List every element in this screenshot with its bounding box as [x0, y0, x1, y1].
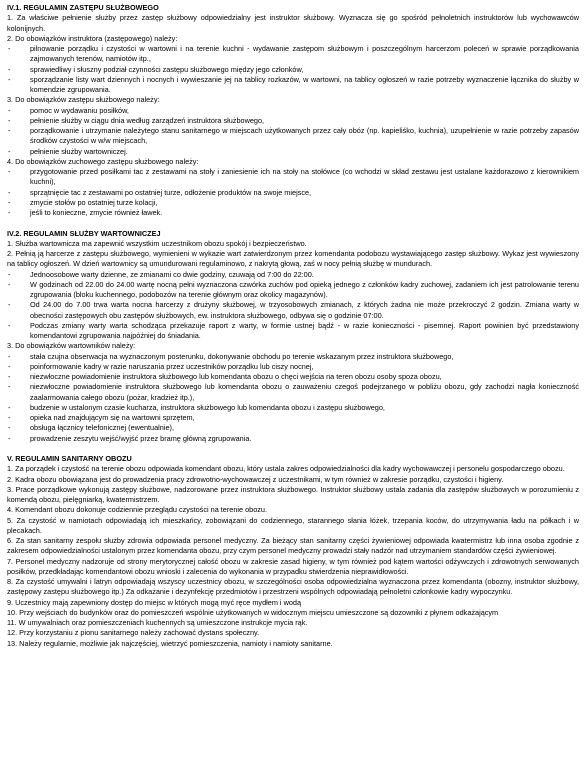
bullet-list	[7, 167, 579, 218]
list-item: - W godzinach od 22.00 do 24.00 wartę nocną pełni wyznaczona czwórka zuchów pod opieką jednego z członków kadry zuchowej, zadaniem ich jest patrolowanie terenu zgrupowania (bloku kuchennego, podobozów na terenie głównym oraz okolicy magazynów).	[7, 280, 579, 301]
list-item: - niezwłoczne powiadomienie instruktora służbowego lub komendanta obozu o chęci wejścia na teren obozu osoby spoza obozu,	[7, 372, 579, 382]
paragraph: 2. Do obowiązków instruktora (zastępowego) należy:	[7, 33, 178, 43]
list-item: - sprzątnięcie tac z zestawami po ostatniej turze, odłożenie produktów na swoje miejsce,	[7, 188, 579, 198]
section-regulamin-sanitarny	[7, 454, 579, 649]
paragraph: 3. Prace porządkowe wykonują zastępy służbowe, nadzorowane przez instruktora służbowego. Instruktor służbowy ustala zadania dla zastępów służbowych w porozumieniu z komendą obozu, pielęgniarką, kwatermistrzem.	[7, 484, 579, 504]
paragraph: 7. Personel medyczny nadzoruje od strony merytorycznej całość obozu w zakresie zasad higieny, w tym również pod kątem wartości odżywczych i zdrowotnych serwowanych posiłków, przedkładając komendantowi obozu wnioski i zalecenia do wykonania w przypadku stwierdzenia nieprawidłowości.	[7, 556, 579, 576]
list-item: - porządkowanie i utrzymanie należytego stanu sanitarnego w miejscach użytkowanych przez cały obóz (np. kapieliśko, kuchnia), uzupełnienie w razie potrzeby zapasów środków czystości w w/w miejscach,	[7, 126, 579, 147]
paragraph: 2. Pełnią ją harcerze z zastępu służbowego, wymienieni w wykazie wart zatwierdzonym przez komendanta podobozu wystawiającego zastęp służbowy. Wykaz jest wywieszony na tablicy ogłoszeń. W dzień wartownicy są umundurowani regulaminowo, z nakrytą głową, zaś w nocy pełnią służbę w mundurach.	[7, 249, 579, 269]
list-item: - sprawiedliwy i słuszny podział czynności zastępu służbowego między jego członków,	[7, 65, 579, 75]
section-heading: IV.1. REGULAMIN ZASTĘPU SŁUŻBOWEGO	[7, 3, 159, 12]
bullet-list	[7, 270, 579, 342]
section-zastep-sluzbowy	[7, 3, 579, 218]
paragraph: 4. Komendant obozu dokonuje codziennie przeglądu czystości na terenie obozu.	[7, 505, 268, 515]
section-body	[7, 464, 579, 649]
section-body	[7, 13, 579, 218]
section-spacer	[7, 444, 579, 454]
list-item: - poinformowanie kadry w razie naruszania przez uczestników porządku lub ciszy nocnej,	[7, 362, 579, 372]
list-item: - Od 24.00 do 7.00 trwa warta nocna harcerzy z drużyny służbowej, w trzyosobowych zmianach, z których żadna nie może przekroczyć 2 godzin. Zmiana warty w obecności zastępowych obu zastępów służbowych, ew. instruktora służbowego, odbywa się o godzinie 07:00.	[7, 300, 579, 321]
paragraph: 1. Służba wartownicza ma zapewnić wszystkim uczestnikom obozu spokój i bezpieczeństwo.	[7, 238, 307, 248]
paragraph: 11. W umywalniach oraz pomieszczeniach kuchennych są umieszczone instrukcje mycia rąk.	[7, 618, 308, 627]
section-heading: V. REGULAMIN SANITARNY OBOZU	[7, 454, 132, 463]
paragraph: 13. Należy regularnie, możliwie jak najczęściej, wietrzyć pomieszczenia, namioty i namioty sanitarne.	[7, 638, 333, 648]
list-item: - stała czujna obserwacja na wyznaczonym posterunku, dokonywanie obchodu po terenie wskazanym przez instruktora służbowego,	[7, 352, 579, 362]
list-item: - przygotowanie przed posiłkami tac z zestawami na stoły i zaniesienie ich na stoły na stołówce (co wchodzi w skład zestawu jest ustalane każdorazowo z kierownikiem kuchni),	[7, 167, 579, 188]
list-item: - zmycie stołów po ostatniej turze kolacji,	[7, 198, 579, 208]
bullet-list	[7, 352, 579, 444]
list-item: - pilnowanie porządku i czystości w wartowni i na terenie kuchni - wydawanie zastępom służbowym i poszczególnym harcerzom poleceń w sprawie porządkowania zajmowanych terenów, namiotów itp.,	[7, 44, 579, 65]
paragraph: 5. Za czystość w namiotach odpowiadają ich mieszkańcy, zobowiązani do codziennego, starannego słania łóżek, trzepania koców, do utrzymywania ładu na półkach i w plecakach.	[7, 515, 579, 535]
list-item: - obsługa łącznicy telefonicznej (ewentualnie),	[7, 423, 579, 433]
section-sluzba-wartownicza	[7, 229, 579, 444]
paragraph: 8. Za czystość umywalni i latryn odpowiadają wszyscy uczestnicy obozu, w szczególności osoba odpowiedzialna wyznaczona przez komendanta (obozny, instruktor służbowy, zastępowy zastępu służbowego itp.) Za odkażanie i dezynfekcję przedmiotów i przestrzeni wspólnych odpowiadają pełnoletni członkowie kadry wypoczynku.	[7, 577, 579, 597]
bullet-list	[7, 44, 579, 95]
list-item: - pełnienie służby wartowniczej.	[7, 147, 579, 157]
list-item: - niezwłoczne powiadomienie instruktora służbowego lub komendanta obozu o zauważeniu czegoś podejrzanego w pobliżu obozu, gdy zachodzi nagła konieczność zaalarmowania całego obozu (pożar, kradzież itp.),	[7, 382, 579, 403]
paragraph: 6. Za stan sanitarny zespołu służby zdrowia odpowiada personel medyczny. Za bieżący stan sanitarny części żywieniowej odpowiada kwatermistrz lub inna osoba zgodnie z zakresem odpowiedzialności ustalonym przez komendanta obozu, przy czym personel medyczny prowadzi stały nadzór nad utrzymaniem standardów części żywieniowej.	[7, 536, 579, 556]
paragraph: 1. Za porządek i czystość na terenie obozu odpowiada komendant obozu, który ustala zakres odpowiedzialności dla kadry wychowawczej i personelu gospodarczego obozu.	[7, 464, 565, 474]
list-item: - budzenie w ustalonym czasie kucharza, instruktora służbowego lub komendanta obozu i zastępu służbowego,	[7, 403, 579, 413]
list-item: - pomoc w wydawaniu posiłków,	[7, 106, 579, 116]
paragraph: 1. Za właściwe pełnienie służby przez zastęp służbowy odpowiedzialny jest instruktor służbowy. Wyznacza się go spośród pełnoletnich instruktorów lub wychowawców kolonijnych.	[7, 13, 579, 33]
paragraph: 4. Do obowiązków zuchowego zastępu służbowego należy:	[7, 156, 199, 166]
list-item: - Podczas zmiany warty warta schodząca przekazuje raport z warty, w formie ustnej bądź - w razie konieczności - pisemnej. Raport powinien być przedstawiony komendantowi zgrupowania najpóźniej do śniadania.	[7, 321, 579, 342]
section-heading: IV.2. REGULAMIN SŁUŻBY WARTOWNICZEJ	[7, 228, 161, 238]
list-item: - sporządzanie listy wart dziennych i nocnych i wywieszanie jej na tablicy rozkazów, w wartowni, na tablicy ogłoszeń w razie potrzeby wyznaczenie łącznika do służby w komendzie zgrupowania.	[7, 75, 579, 96]
list-item: - prowadzenie zeszytu wejść/wyjść przez bramę główną zgrupowania.	[7, 434, 579, 444]
list-item: - jeśli to konieczne, zmycie również ławek.	[7, 208, 579, 218]
paragraph: 3. Do obowiązków wartowników należy:	[7, 341, 136, 351]
paragraph: 2. Kadra obozu obowiązana jest do prowadzenia pracy zdrowotno-wychowawczej z uczestnikami, w tym również w zakresie porządku, czystości i higieny.	[7, 474, 504, 484]
section-spacer	[7, 218, 579, 228]
list-item: - pełnienie służby w ciągu dnia według zarządzeń instruktora służbowego,	[7, 116, 579, 126]
paragraph: 10. Przy wejściach do budynków oraz do pomieszczeń wspólnie użytkowanych w widocznym miejscu umieszczone są dozowniki z płynem odkażającym	[7, 607, 499, 617]
list-item: - opieka nad znajdującym się na wartowni sprzętem,	[7, 413, 579, 423]
bullet-list	[7, 106, 579, 157]
paragraph: 9. Uczestnicy mają zapewniony dostęp do miejsc w których mogą myć ręce mydłem i wodą	[7, 597, 302, 607]
section-body	[7, 239, 579, 444]
paragraph: 12. Przy korzystaniu z pionu sanitarnego należy zachować dystans społeczny.	[7, 628, 260, 638]
paragraph: 3. Do obowiązków zastępu służbowego należy:	[7, 95, 160, 105]
list-item: - Jednoosobowe warty dzienne, ze zmianami co dwie godziny, czuwają od 7:00 do 22:00.	[7, 270, 579, 280]
